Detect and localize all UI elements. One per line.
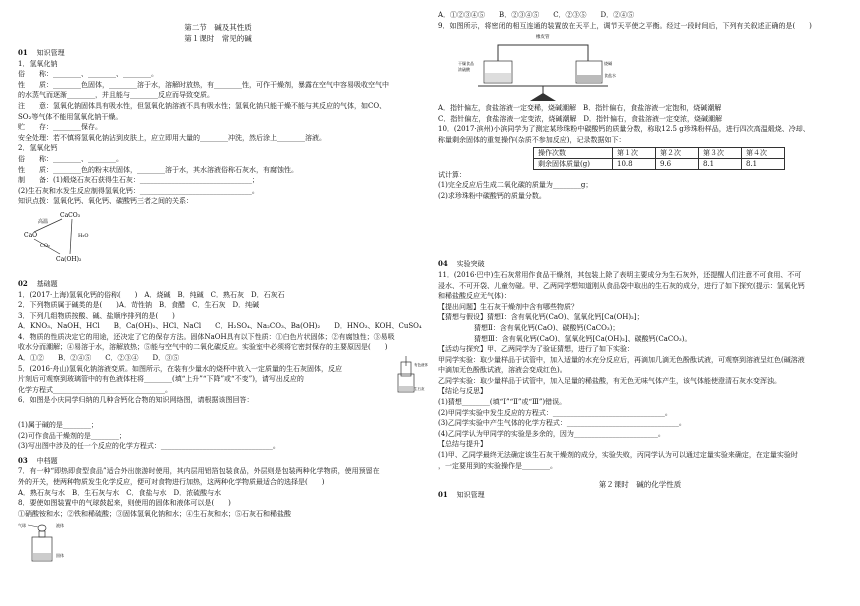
question-11: (1)猜想________(填“Ⅰ”“Ⅱ”或“Ⅲ”)错误。 (438, 398, 567, 407)
question-10: 称量剩余固体的重复操作(杂质不参加反应)，记录数据如下： (438, 135, 626, 144)
question-11: 浸水、不可开袋、儿童勿碰。甲、乙两同学想知道刚从食品袋中取出的生石灰的成分，进行了如下探究(提示：氢氧化钙 (438, 281, 805, 290)
table-cell: 第１次 (613, 147, 656, 158)
figure-label: 烧碱 (604, 61, 612, 67)
text-line: 性 质：________色固体，________溶于水，溶解时放热，有________性，可作干燥剂，暴露在空气中容易吸收空气中 (18, 80, 389, 89)
text-line: 制 备：(1)煅烧石灰石获得生石灰：________________________________； (18, 176, 259, 185)
question-8-options-cont: A．①②③④⑤ B．②③④⑤ C．②③⑤ D．②④⑤ (438, 11, 635, 19)
question-4: 4．物质的性质决定它的用途，还决定了它的保存方法。固体NaOH具有以下性质：①白色片状固体；②有腐蚀性；③易吸 (18, 332, 395, 341)
question-7: 7．有一种“即热即食型食品”适合外出旅游时使用，其内层用铝箔包装食品，外层则是包装两种化学物质，使用预留在 (18, 467, 380, 476)
balloon-flask-figure (18, 519, 88, 563)
data-table (533, 147, 785, 170)
answer-space (438, 201, 842, 259)
section-number: 01 (18, 48, 28, 57)
table-cell: 8.1 (742, 158, 785, 169)
table-cell: 第３次 (699, 147, 742, 158)
question-5: 5．(2016·舟山)氢氧化钠溶液变质。如图所示，在装有少量水的烧杯中放入一定质量的生石灰固体，反应 (18, 364, 342, 373)
left-column (18, 22, 428, 563)
text-line: 俗 称：________、________。 (18, 154, 123, 163)
question-6-part: (1)属于碱的是________； (18, 421, 98, 430)
medium-heading (18, 456, 418, 467)
question-3: 3．下列几组物质按酸、碱、盐顺序排列的是( ) (18, 311, 175, 320)
knowledge-heading-2 (438, 490, 842, 501)
text-line: (2)求珍珠粉中碳酸钙的质量分数。 (438, 191, 546, 200)
arrow-line (34, 239, 60, 254)
question-11: 甲同学实验：取少量样品于试管中，加入适量的水充分反应后，再滴加几滴无色酚酞试液，可观察到溶液呈红色(碱溶液 (438, 355, 805, 364)
triangle-left-label: CaO (24, 231, 38, 239)
lesson-2-title: 第２课时 碱的化学性质 (598, 480, 682, 490)
question-9: 9．如图所示，将密闭的相互连通的装置放在天平上，调节天平使之平衡。经过一段时间后，下列有关叙述正确的是( ) (438, 21, 812, 30)
question-8-options: ①硝酸铵和水；②铁和稀硫酸；③固体氢氧化钠和水；④生石灰和水；⑤石灰石和稀盐酸 (18, 509, 291, 518)
section-number: 03 (18, 455, 28, 465)
question-4: 收水分而潮解；④易溶于水，溶解放热；⑤能与空气中的二氧化碳反应。实验室中必须将它密封保存的主要原因是( ) (18, 343, 388, 352)
beaker-figure (392, 356, 428, 396)
text-line: 的水蒸气而逐渐________，并且能与________反应而导致变质。 (18, 91, 214, 100)
question-11: 【提出问题】生石灰干燥剂中含有哪些物质？ (438, 302, 578, 311)
question-1: 1．(2017·上海)氢氧化钙的俗称( ) A．烧碱 B．纯碱 C．熟石灰 D．石灰石 (18, 290, 285, 299)
question-5-block (18, 362, 428, 396)
section-number: 04 (438, 259, 448, 269)
question-11: 猜想Ⅲ：含有氧化钙(CaO)、氢氧化钙[Ca(OH)₂]、碳酸钙(CaCO₃)。 (474, 334, 692, 343)
question-9-options: A．指针偏左，食盐溶液一定变稀，烧碱潮解 B．指针偏右，食盐溶液一定饱和，烧碱潮解 (438, 104, 722, 113)
question-11: (3)乙同学实验中产生气体的化学方程式：________________________________。 (438, 419, 686, 428)
question-7-options: A．熟石灰与水 B．生石灰与水 C．食盐与水 D．浓硫酸与水 (18, 488, 222, 497)
question-11: 【猜想与假设】猜想Ⅰ：含有氧化钙(CaO)、氢氧化钙[Ca(OH)₂]； (438, 313, 644, 322)
question-5: 化学方程式________________________________。 (18, 385, 172, 394)
arrow-line (70, 219, 72, 254)
triangle-bottom-label: Ca(OH)₂ (56, 255, 82, 263)
question-11: (4)乙同学认为甲同学的实验是多余的，因为________________________。 (438, 429, 665, 438)
question-11: 【活动与探究】甲、乙两同学为了验证猜想，进行了如下实验： (438, 345, 634, 354)
table-row (534, 158, 785, 169)
text-line: SO₂等气体不能用氢氧化钠干燥。 (18, 112, 123, 121)
table-cell: 剩余固体质量(g) (534, 158, 613, 169)
text-line: 知识点拨：氢氧化钙、氧化钙、碳酸钙三者之间的关系： (18, 197, 193, 206)
section-number: 02 (18, 278, 28, 288)
text-line: 试计算： (438, 170, 466, 179)
question-7: 外的开关，使两种物质发生化学反应，便可对食物进行加热，这两种化学物质最适合的选择是( ) (18, 478, 325, 486)
spacer (18, 406, 418, 420)
figure-label: 生石灰 (414, 386, 425, 391)
arrow-label-co2: CO₂ (40, 242, 50, 249)
figure-label: 食盐水 (604, 73, 616, 79)
question-11: (1)甲、乙同学最终无法确定该生石灰干燥剂的成分，实验失败，丙同学认为可以通过定量实验来确定，在定量实验时 (438, 451, 798, 460)
table-cell: 10.8 (613, 158, 656, 169)
text-line: (2)生石灰和水发生反应制得氢氧化钙：________________________________。 (18, 186, 259, 195)
spacer (438, 471, 842, 479)
question-11: 和稀盐酸反应无气体)： (438, 292, 511, 301)
text-line: 1．氢氧化钠 (18, 59, 58, 68)
basic-heading (18, 279, 418, 290)
question-6-part: (2)可作食品干燥剂的是________； (18, 431, 126, 440)
question-11: 11．(2016·巴中)生石灰常用作食品干燥剂，其包装上除了表明主要成分为生石灰外，还提醒人们注意不可食用、不可 (438, 270, 802, 279)
text-line: 性 质：________色的粉末状固体，________溶于水，其水溶液俗称石灰水，有腐蚀性。 (18, 165, 298, 174)
section-label: 实验突破 (456, 260, 485, 269)
text-line: (1)完全反应后生成二氧化碳的质量为________g； (438, 181, 593, 190)
question-8: 8．要使如图装置中的气球鼓起来，则使用的固体和液体可以是( ) (18, 499, 231, 508)
question-11: 【结论与反思】 (438, 387, 487, 396)
question-11: 【总结与提升】 (438, 440, 487, 449)
question-6: 6．如图是小庆同学归纳的几种含钙化合物的知识网络图，请根据该图回答： (18, 396, 254, 405)
table-cell: 操作次数 (534, 147, 613, 158)
question-9-options: C．指针偏左，食盐溶液一定变浓，烧碱潮解 D．指针偏右，食盐溶液一定变浓，烧碱潮解 (438, 114, 722, 123)
lesson-title: 第１课时 常见的碱 (184, 34, 252, 43)
section-label: 基础题 (36, 279, 58, 288)
figure-label: 固体 (56, 553, 64, 559)
triangle-top-label: CaCO₃ (60, 211, 81, 219)
question-11: ，一定要用到的实验操作是________。 (438, 461, 557, 470)
section-title: 第二节 碱及其性质 (184, 23, 252, 32)
text-line: 2．氢氧化钙 (18, 144, 58, 153)
table-cell: 第２次 (656, 147, 699, 158)
section-label: 知识管理 (456, 491, 485, 500)
question-3-options: A．KNO₃、NaOH、HCl B．Ca(OH)₂、HCl、NaCl C．H₂SO₄、Na₂CO₃、Ba(OH)₂ D．HNO₃、KOH、CuSO₄ (18, 322, 422, 331)
text-line: 安全处理：若不慎将氢氧化钠沾到皮肤上，应立即用大量的________冲洗，然后涂上________溶液。 (18, 133, 326, 142)
question-2: 2．下列物质属于碱类的是( )A．苛性钠 B．食醋 C．生石灰 D．纯碱 (18, 301, 260, 310)
question-11: 猜想Ⅱ：含有氧化钙(CaO)、碳酸钙(CaCO₃)； (474, 323, 620, 332)
arrow-label-h2o: H₂O (78, 232, 89, 239)
figure-label: 有色液体 (414, 362, 428, 367)
question-5: 片刻后可观察到玻璃管中的有色液体柱将________(填“上升”“下降”或“不变”)，请写出反应的 (18, 375, 304, 384)
figure-label: 干燥食品 (458, 61, 474, 67)
table-row (534, 147, 785, 158)
balance-figure (458, 31, 638, 103)
text-line: 俗 称：________、________、________。 (18, 70, 158, 79)
question-11: 中滴加无色酚酞试液，溶液会变成红色)。 (438, 366, 567, 375)
section-label: 中档题 (36, 456, 58, 465)
figure-label: 液体 (56, 523, 64, 529)
figure-label: 气球 (18, 523, 26, 529)
question-11: 乙同学实验：取少量样品于试管中，加入足量的稀盐酸，有无色无味气体产生，该气体能使澄清石灰水变浑浊。 (438, 376, 781, 385)
right-column (438, 10, 842, 501)
question-6-part: (3)写出图中涉及的任一个反应的化学方程式：________________________________。 (18, 442, 280, 451)
arrow-label-high-temp: 高温 (38, 218, 49, 225)
experiment-heading (438, 259, 842, 270)
question-4-options: A．①② B．②④⑤ C．②③④ D．③⑤ (18, 354, 180, 363)
figure-label: 橡皮管 (536, 35, 550, 41)
calcium-triangle-diagram (20, 207, 140, 265)
question-11: (2)甲同学实验中发生反应的方程式：________________________________。 (438, 408, 672, 417)
knowledge-heading (18, 48, 418, 59)
text-line: 注 意：氢氧化钠固体具有吸水性，但氢氧化钠溶液不具有吸水性；氢氧化钠只能干燥不能与其反应的气体，如CO、 (18, 101, 387, 110)
figure-label: 浓硫酸 (458, 67, 470, 73)
section-number: 01 (438, 490, 448, 500)
table-cell: 9.6 (656, 158, 699, 169)
table-cell: 第４次 (742, 147, 785, 158)
table-cell: 8.1 (699, 158, 742, 169)
section-label: 知识管理 (36, 49, 65, 57)
question-10: 10．(2017·滨州)小滨同学为了测定某珍珠粉中碳酸钙的质量分数，称取12.5 g珍珠粉样品，进行四次高温煅烧、冷却、 (438, 125, 810, 134)
text-line: 贮 存：________保存。 (18, 123, 102, 132)
